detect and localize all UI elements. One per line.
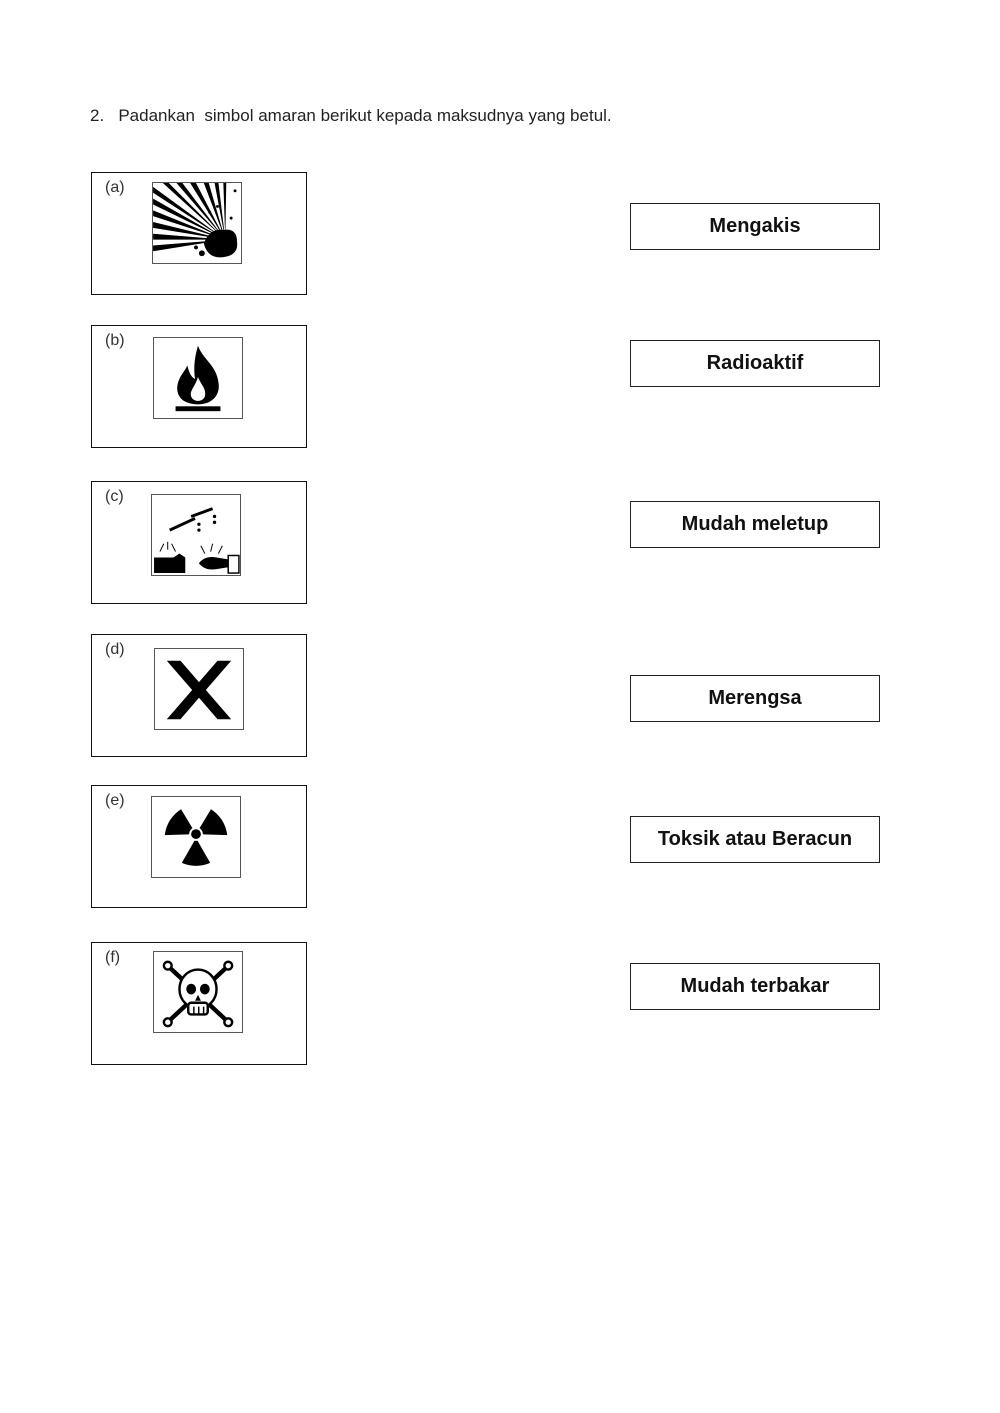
answer-radioaktif[interactable]: Radioaktif — [630, 340, 880, 387]
answer-mudah-terbakar[interactable]: Mudah terbakar — [630, 963, 880, 1010]
question-text: 2. Padankan simbol amaran berikut kepada maksudnya yang betul. — [90, 106, 612, 125]
symbol-box-e[interactable] — [91, 785, 307, 908]
symbol-label: (e) — [105, 792, 125, 809]
symbol-box-a[interactable] — [91, 172, 307, 295]
toxic-icon — [153, 951, 243, 1033]
flammable-icon — [153, 337, 243, 419]
answer-mengakis[interactable]: Mengakis — [630, 203, 880, 250]
symbol-label: (b) — [105, 332, 125, 349]
symbol-box-b[interactable] — [91, 325, 307, 448]
answer-mudah-meletup[interactable]: Mudah meletup — [630, 501, 880, 548]
symbol-label: (d) — [105, 641, 125, 658]
symbol-box-c[interactable] — [91, 481, 307, 604]
radioactive-icon — [151, 796, 241, 878]
symbol-label: (f) — [105, 949, 121, 966]
explosive-icon — [152, 182, 242, 264]
symbol-label: (c) — [105, 488, 124, 505]
symbol-box-d[interactable] — [91, 634, 307, 757]
irritant-icon — [154, 648, 244, 730]
answer-toksik-atau-beracun[interactable]: Toksik atau Beracun — [630, 816, 880, 863]
symbol-box-f[interactable] — [91, 942, 307, 1065]
answer-merengsa[interactable]: Merengsa — [630, 675, 880, 722]
symbol-label: (a) — [105, 179, 125, 196]
corrosive-icon — [151, 494, 241, 576]
